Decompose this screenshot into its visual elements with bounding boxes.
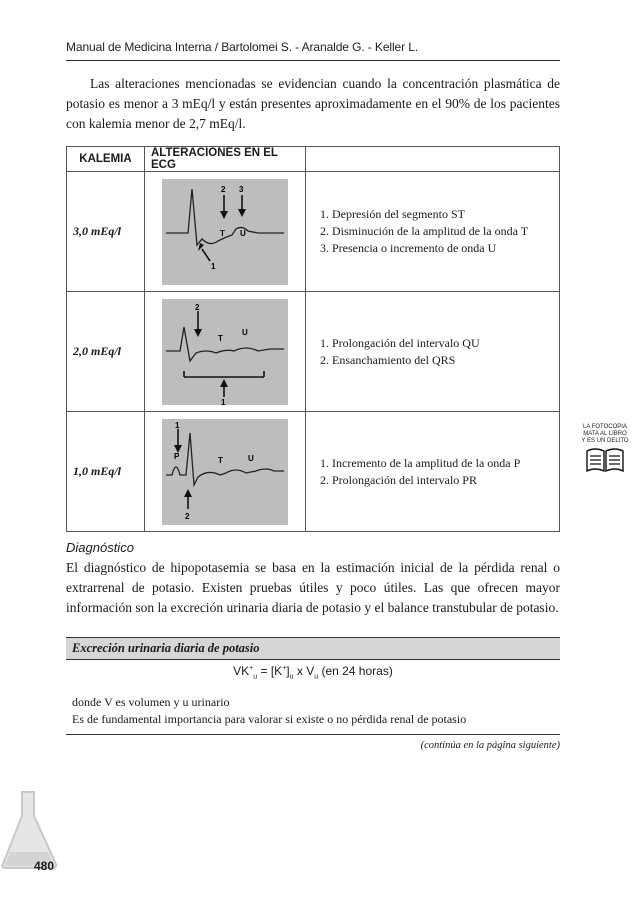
- diagnostico-paragraph: El diagnóstico de hipopotasemia se basa en la estimación inicial de la pérdida renal o extrarrenal de potasio. Existen pruebas útiles y poco útiles. Las que ofrecen mayor información son la excreción urinaria diaria de potasio y el balance transtubular de potasio.: [66, 560, 560, 615]
- alteraciones-list: [306, 292, 560, 412]
- ecg-label: 2: [185, 511, 190, 521]
- book-icon: [585, 447, 625, 473]
- alteraciones-list: [306, 172, 560, 292]
- ecg-label: U: [242, 327, 248, 337]
- ecg-label: P: [174, 451, 180, 461]
- table-row: [67, 292, 560, 412]
- ecg-label: 1: [221, 397, 226, 405]
- list-item: 2. Prolongación del intervalo PR: [320, 472, 477, 487]
- list-item: 1. Prolongación del intervalo QU: [320, 335, 480, 350]
- warning-line: MATA AL LIBRO: [583, 431, 627, 437]
- header-empty: [306, 147, 560, 172]
- ecg-label: 2: [221, 184, 226, 194]
- ecg-label: 1: [175, 420, 180, 430]
- ecg-figure-cell: [145, 172, 306, 292]
- formula: $VK^+_u = [K^+]_u$ x $V_u$ (en 24 horas): [233, 664, 393, 681]
- ecg-strip-2meq: [162, 299, 288, 405]
- kalemia-value: 1,0 mEq/l: [67, 412, 145, 532]
- ecg-trace: [166, 433, 284, 485]
- formula-box-title: Excreción urinaria diaria de potasio: [66, 638, 560, 660]
- intro-paragraph: Las alteraciones mencionadas se evidencian cuando la concentración plasmática de potasio es menor a 3 mEq/l y están presentes aproximadamente en el 90% de los pacientes con kalemia menor de 2,7 mEq/l.: [66, 76, 560, 131]
- ecg-label: 2: [195, 302, 200, 312]
- ecg-label: T: [220, 228, 225, 238]
- page-header: [66, 40, 556, 54]
- list-item: 2. Disminución de la amplitud de la onda T: [320, 224, 529, 238]
- alteraciones-list: [306, 412, 560, 532]
- list-item: 1. Incremento de la amplitud de la onda P: [320, 455, 521, 470]
- table-row: [67, 412, 560, 532]
- book-authors: / Bartolomei S. - Aranalde G. - Keller L.: [211, 40, 419, 54]
- formula-note: donde V es volumen y u urinario: [72, 695, 230, 710]
- list-item: 3. Presencia o incremento de onda U: [320, 241, 497, 255]
- formula-note: Es de fundamental importancia para valorar si existe o no pérdida renal de potasio: [72, 712, 467, 727]
- flask-icon: [0, 790, 60, 870]
- header-rule: [66, 60, 560, 61]
- header-alteraciones: ALTERACIONES EN EL ECG: [145, 147, 306, 172]
- warning-line: Y ES UN DELITO: [581, 438, 629, 444]
- page-number: 480: [34, 859, 55, 873]
- ecg-strip-3meq: [162, 179, 288, 285]
- table-header-row: [67, 147, 560, 172]
- ecg-label: 3: [239, 184, 244, 194]
- ecg-figure-cell: [145, 412, 306, 532]
- ecg-strip-1meq: [162, 419, 288, 525]
- ecg-label: U: [240, 228, 246, 238]
- table-row: [67, 172, 560, 292]
- ecg-label: T: [218, 333, 223, 343]
- continua-note: (continúa en la página siguiente): [420, 740, 560, 751]
- header-kalemia: KALEMIA: [67, 147, 145, 172]
- list-item: 2. Ensanchamiento del QRS: [320, 352, 456, 367]
- ecg-trace: [166, 327, 284, 361]
- kalemia-value: 2,0 mEq/l: [67, 292, 145, 412]
- list-item: 1. Depresión del segmento ST: [320, 207, 465, 221]
- ecg-label: T: [218, 455, 223, 465]
- ecg-label: 1: [211, 261, 216, 271]
- photocopy-warning: [580, 424, 630, 473]
- diagnostico-title: Diagnóstico: [66, 540, 134, 555]
- ecg-table: [66, 146, 560, 532]
- formula-box: [66, 637, 560, 735]
- ecg-label: U: [248, 453, 254, 463]
- book-title: Manual de Medicina Interna: [66, 40, 212, 54]
- kalemia-value: 3,0 mEq/l: [67, 172, 145, 292]
- ecg-figure-cell: [145, 292, 306, 412]
- warning-line: LA FOTOCOPIA: [583, 424, 627, 430]
